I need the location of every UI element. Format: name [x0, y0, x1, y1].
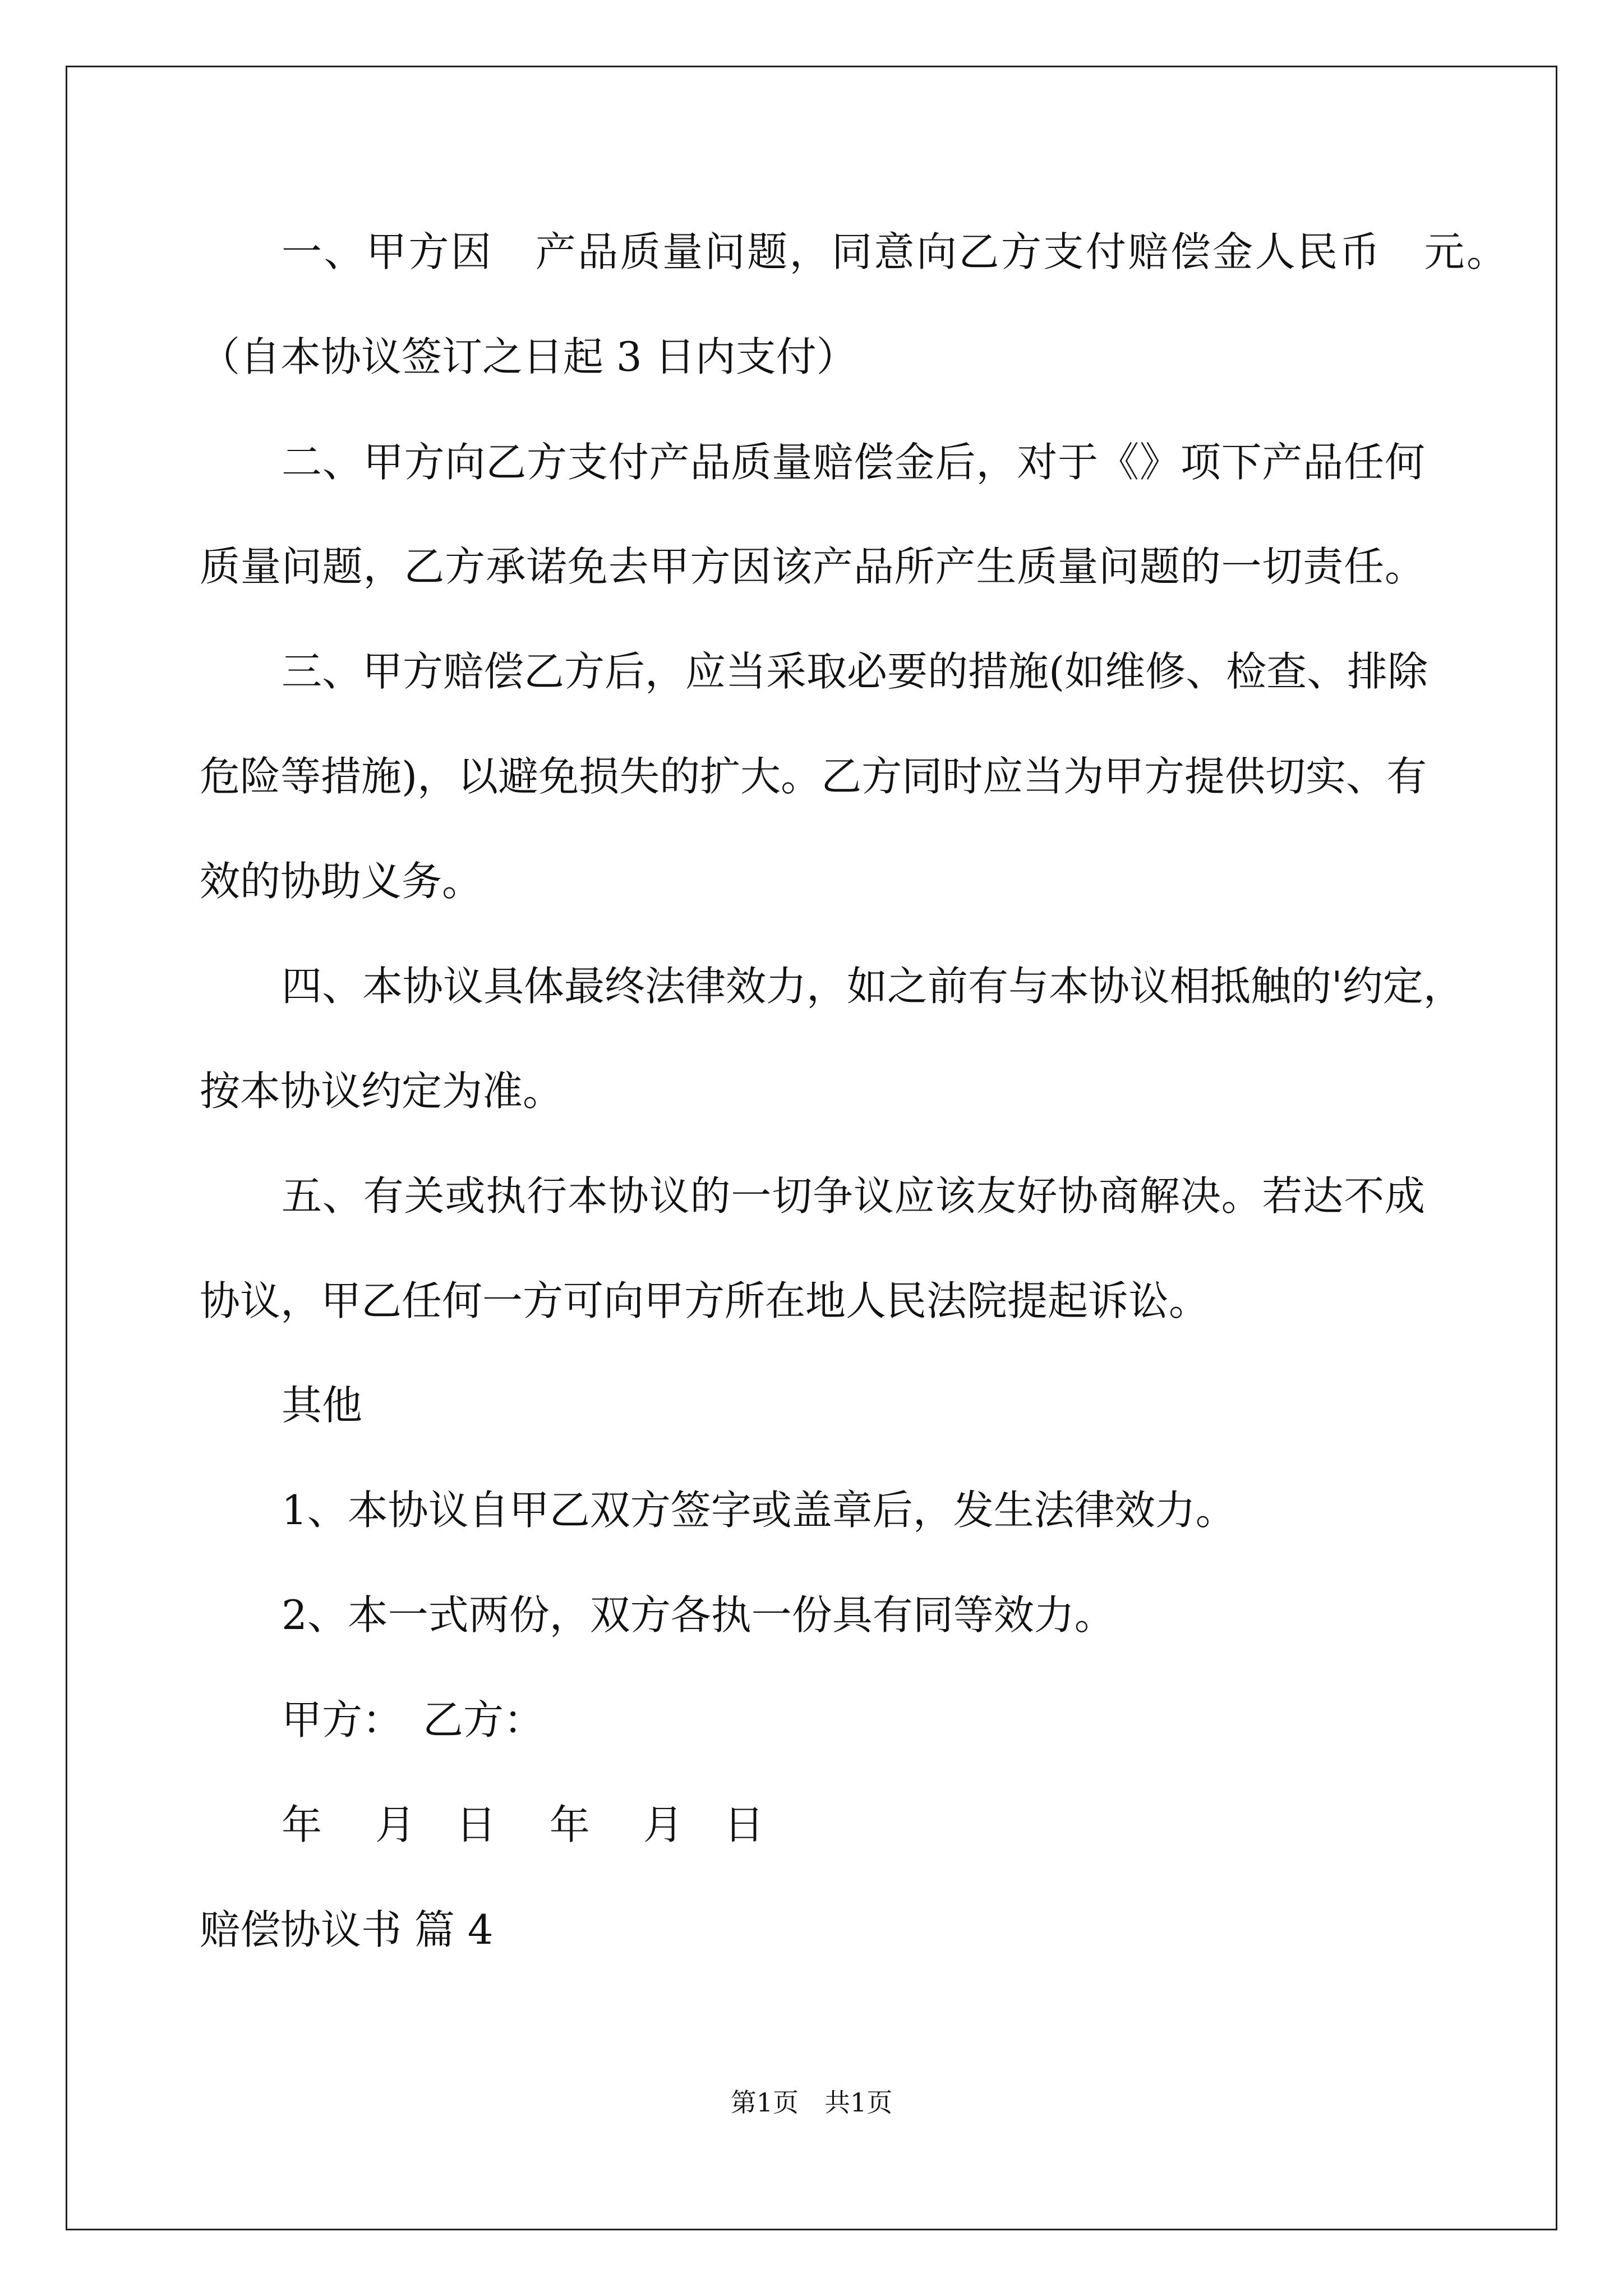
- clause-4-line-2: 按本协议约定为准。: [200, 1068, 564, 1115]
- next-section-heading: 赔偿协议书 篇 4: [200, 1906, 494, 1953]
- other-item-1: 1、本协议自甲乙双方签字或盖章后，发生法律效力。: [282, 1487, 1236, 1534]
- signature-dates: 年 月 日 年 月 日: [282, 1801, 764, 1848]
- clause-3-line-2: 危险等措施)，以避免损失的扩大。乙方同时应当为甲方提供切实、有: [200, 753, 1427, 800]
- clause-2-line-2: 质量问题，乙方承诺免去甲方因该产品所产生质量问题的一切责任。: [200, 543, 1425, 590]
- clause-1-line-2: （自本协议签订之日起 3 日内支付）: [200, 333, 857, 380]
- clause-1-line-1: 一、甲方因 产品质量问题，同意向乙方支付赔偿金人民币 元。: [282, 228, 1507, 275]
- clause-3-line-1: 三、甲方赔偿乙方后，应当采取必要的措施(如维修、检查、排除: [282, 648, 1428, 695]
- clause-5-line-2: 协议，甲乙任何一方可向甲方所在地人民法院提起诉讼。: [200, 1277, 1210, 1324]
- page-footer: 第1页 共1页: [730, 2087, 893, 2118]
- clause-4-line-1: 四、本协议具体最终法律效力，如之前有与本协议相抵触的'约定，: [282, 963, 1464, 1010]
- other-item-2: 2、本一式两份，双方各执一份具有同等效力。: [282, 1591, 1115, 1639]
- clause-3-line-3: 效的协助义务。: [200, 858, 483, 905]
- signature-parties: 甲方： 乙方：: [282, 1696, 545, 1743]
- clause-5-line-1: 五、有关或执行本协议的一切争议应该友好协商解决。若达不成: [282, 1172, 1425, 1220]
- clause-2-line-1: 二、甲方向乙方支付产品质量赔偿金后，对于《》项下产品任何: [282, 439, 1425, 486]
- other-heading: 其他: [282, 1382, 363, 1429]
